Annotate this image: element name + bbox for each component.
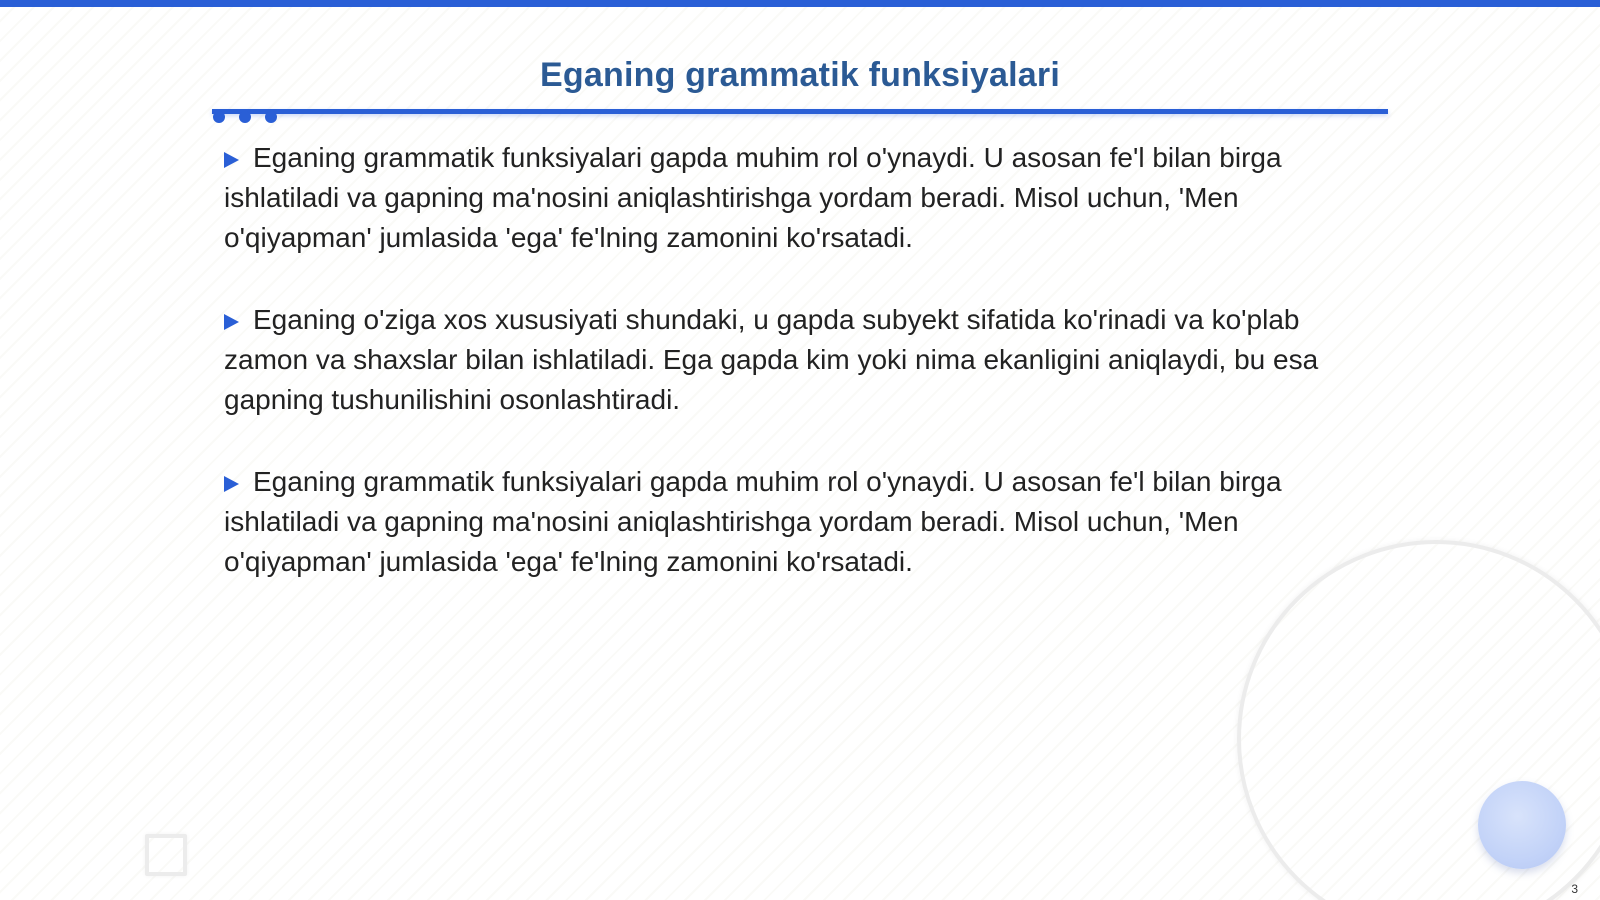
top-accent-bar	[0, 0, 1600, 7]
bullet-text: Eganing o'ziga xos xususiyati shundaki, u gapda subyekt sifatida ko'rinadi va ko'plab zamon va shaxslar bilan ishlatiladi. Ega gapda kim yoki nima ekanligini aniqlaydi, bu esa gapning tushunilishini osonlashtiradi.	[224, 304, 1319, 415]
dot-icon	[265, 111, 277, 123]
dot-icon	[239, 111, 251, 123]
bullet-item	[224, 300, 1384, 420]
bullet-item	[224, 462, 1384, 582]
slide-title: Eganing grammatik funksiyalari	[540, 56, 1060, 94]
triangle-right-icon	[224, 314, 239, 330]
page-number: 3	[1571, 882, 1578, 896]
triangle-right-icon	[224, 476, 239, 492]
decorative-square	[145, 834, 187, 876]
bullet-text: Eganing grammatik funksiyalari gapda muhim rol o'ynaydi. U asosan fe'l bilan birga ishlatiladi va gapning ma'nosini aniqlashtirishga yordam beradi. Misol uchun, 'Men o'qiyapman' jumlasida 'ega' fe'lning zamonini ko'rsatadi.	[224, 466, 1282, 577]
triangle-right-icon	[224, 152, 239, 168]
title-underline	[212, 109, 1388, 114]
bullet-text: Eganing grammatik funksiyalari gapda muhim rol o'ynaydi. U asosan fe'l bilan birga ishlatiladi va gapning ma'nosini aniqlashtirishga yordam beradi. Misol uchun, 'Men o'qiyapman' jumlasida 'ega' fe'lning zamonini ko'rsatadi.	[224, 142, 1282, 253]
bullet-list	[224, 138, 1384, 624]
decorative-ball	[1478, 781, 1566, 869]
bullet-item	[224, 138, 1384, 258]
dot-icon	[213, 111, 225, 123]
